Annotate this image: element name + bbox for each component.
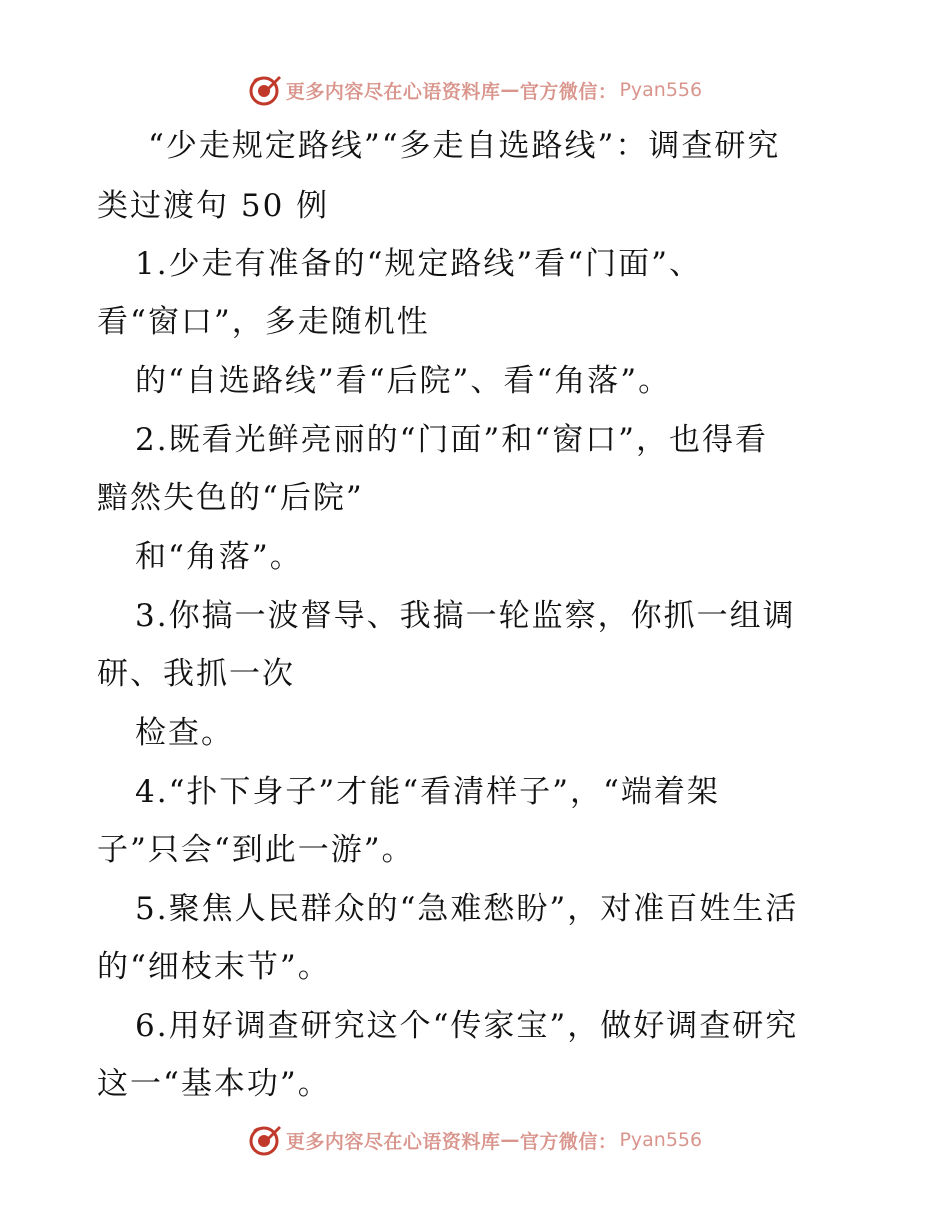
header-banner [0, 70, 950, 110]
paragraph-line: 5.聚焦人民群众的“急难愁盼”，对准百姓生活 [135, 891, 799, 927]
pen-nib-logo-icon [248, 1123, 282, 1157]
banner-wechat-id: Pyan556 [619, 79, 703, 101]
paragraph-line: 和“角落”。 [135, 539, 303, 575]
banner-dash: — [500, 79, 520, 101]
paragraph-line: 6.用好调查研究这个“传家宝”，做好调查研究 [135, 1008, 799, 1044]
document-title-line-2: 类过渡句 50 例 [97, 188, 330, 224]
banner-wechat-label: 官方微信： [519, 80, 618, 103]
paragraph-line: 的“细枝末节”。 [97, 949, 331, 985]
document-title-line-1: “少走规定路线”“多走自选路线”：调查研究 [148, 128, 781, 164]
paragraph-line: 3.你搞一波督导、我搞一轮监察，你抓一组调 [135, 598, 796, 634]
paragraph-line: 研、我抓一次 [97, 656, 295, 692]
paragraph-line: 子”只会“到此一游”。 [97, 832, 415, 868]
paragraph-line: 1.少走有准备的“规定路线”看“门面”、 [135, 246, 702, 282]
paragraph-line: 黯然失色的“后院” [97, 480, 364, 516]
banner-wechat-id: Pyan556 [619, 1129, 703, 1151]
paragraph-line: 检查。 [135, 715, 234, 751]
paragraph-line: 这一“基本功”。 [97, 1066, 331, 1102]
paragraph-line: 2.既看光鲜亮丽的“门面”和“窗口”，也得看 [135, 422, 768, 458]
banner-dash: — [500, 1129, 520, 1151]
paragraph-line: 看“窗口”，多走随机性 [97, 304, 430, 340]
banner-wechat-label: 官方微信： [519, 1130, 618, 1153]
paragraph-line: 的“自选路线”看“后院”、看“角落”。 [135, 363, 672, 399]
paragraph-line: 4.“扑下身子”才能“看清样子”，“端着架 [135, 774, 720, 810]
footer-banner [0, 1120, 950, 1160]
pen-nib-logo-icon [248, 73, 282, 107]
banner-promo-text: 更多内容尽在心语资料库 [285, 80, 501, 103]
banner-promo-text: 更多内容尽在心语资料库 [285, 1130, 501, 1153]
